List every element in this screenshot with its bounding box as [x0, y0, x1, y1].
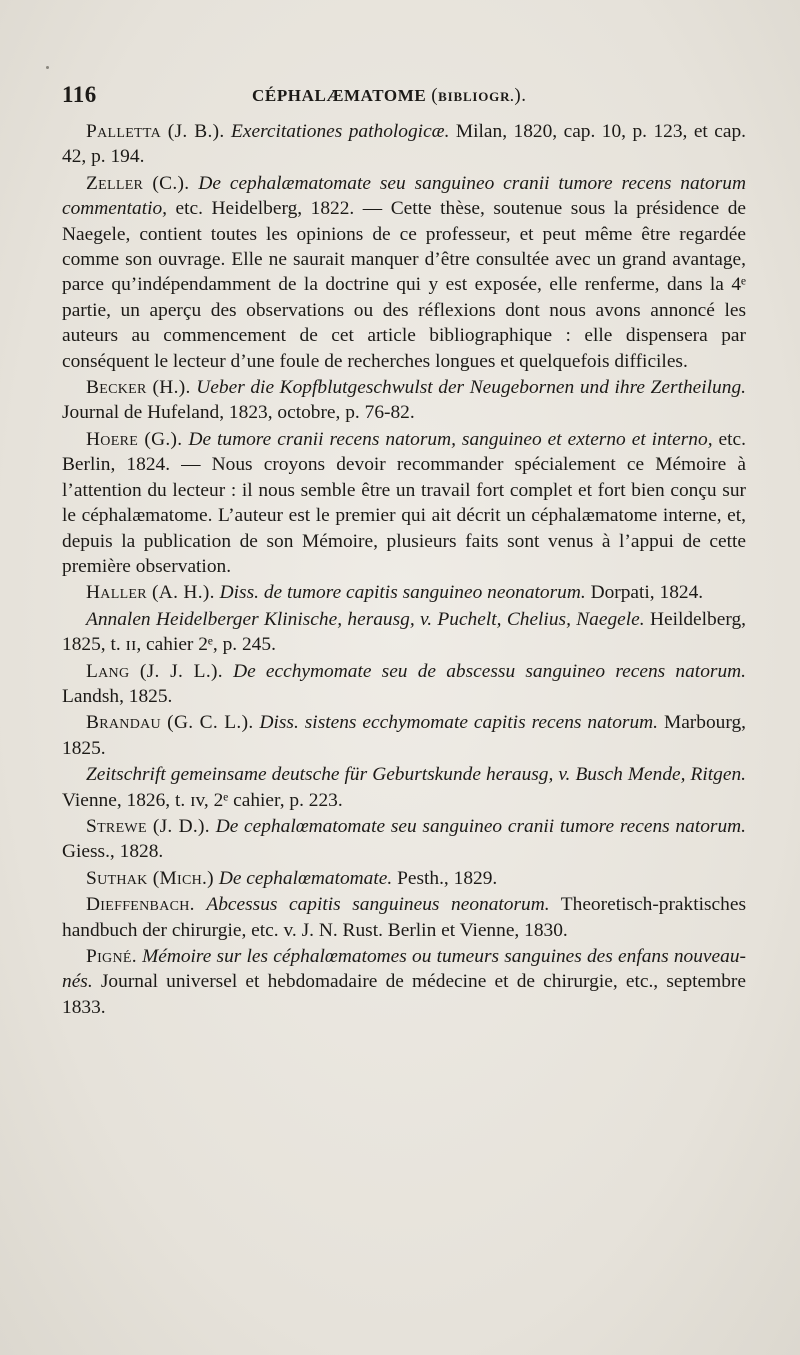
entry-details: Journal universel et hebdomadaire de médecine et de chirurgie, etc., septembre 1833.	[62, 971, 746, 1018]
bibliography-entry	[62, 892, 746, 943]
entry-title: Mémoire sur les céphalœmatomes ou tumeurs sanguines des enfans nouveau-nés.	[62, 946, 746, 993]
entry-details: Vienne, 1826, t. ɪv, 2ᵉ cahier, p. 223.	[62, 789, 343, 811]
entry-author: Brandau (G. C. L.).	[86, 712, 254, 734]
bibliography-entry	[62, 710, 746, 761]
entry-details: Journal de Hufeland, 1823, octobre, p. 76-82.	[62, 402, 415, 424]
bibliography-entry	[62, 866, 746, 891]
entry-title: Zeitschrift gemeinsame deutsche für Geburtskunde herausg, v. Busch Mende, Ritgen.	[86, 764, 746, 786]
ink-speck	[46, 66, 49, 69]
entry-details: etc. Heidelberg, 1822. — Cette thèse, soutenue sous la présidence de Naegele, contient toutes les opinions de ce professeur, et peut même être regardée comme son ouvrage. Elle ne saurait manquer d’être consultée avec un grand avantage, parce qu’indépendamment de la doctrine qui y est exposée, elle renferme, dans la 4ᵉ partie, un aperçu des observations ou des réflexions dont nous avons annoncé les auteurs au commencement de cet article bibliographique : elle dispensera par conséquent le lecteur d’une foule de recherches longues et quelquefois difficiles.	[62, 198, 746, 372]
entry-title: Exercitationes pathologicæ.	[231, 121, 450, 142]
entry-author: Zeller (C.).	[86, 172, 190, 194]
running-head-subtitle: BIBLIOGR.	[438, 89, 515, 104]
entry-details: Milan, 1820, cap. 10, p. 123, et cap. 42, p. 194.	[62, 121, 747, 168]
entry-title: Annalen Heidelberger Klinische, herausg, v. Puchelt, Chelius, Naegele.	[86, 608, 645, 630]
entry-details: etc. Berlin, 1824. — Nous croyons devoir recommander spécialement ce Mémoire à l’attention du lecteur : il nous semble être un travail fort complet et fort bien conçu sur le céphalæmatome. L’auteur est le premier qui ait décrit un céphalæmatome interne, et, depuis la publication de son Mémoire, plusieurs faits sont venus à l’appui de cette première observation.	[62, 428, 746, 577]
entry-title: Diss. de tumore capitis sanguineo neonatorum.	[219, 582, 586, 604]
entry-details: Landsh, 1825.	[62, 685, 173, 707]
bibliography-entry	[62, 580, 746, 605]
bibliography-entry	[62, 659, 746, 710]
entry-title: De cephalæmatomate seu sanguineo cranii tumore recens natorum commentatio,	[62, 172, 746, 220]
bibliography-entry	[62, 427, 746, 579]
bibliography-entry	[62, 171, 746, 374]
entry-title: Ueber die Kopfblutgeschwulst der Neugebornen und ihre Zertheilung.	[196, 377, 746, 399]
entry-author: Haller (A. H.).	[86, 582, 215, 604]
paren-close: ).	[514, 85, 527, 106]
page-header	[62, 82, 742, 112]
entry-title: De ecchymomate seu de abscessu sanguineo recens natorum.	[233, 660, 746, 682]
running-head	[252, 85, 527, 107]
entry-details: Heildelberg, 1825, t. ɪɪ, cahier 2ᵉ, p. 245.	[62, 608, 747, 656]
entry-title: De tumore cranii recens natorum, sanguineo et externo et interno,	[188, 428, 713, 450]
entry-details: Marbourg, 1825.	[62, 712, 747, 759]
bibliography-entry	[62, 607, 746, 658]
bibliography-list	[62, 119, 746, 1020]
entry-title: De cephalœmatomate.	[218, 867, 393, 889]
entry-title: Abcessus capitis sanguineus neonatorum.	[206, 894, 550, 916]
paren-open: (	[431, 85, 439, 106]
entry-details: Theoretisch-praktisches handbuch der chirurgie, etc. v. J. N. Rust. Berlin et Vienne, 1830.	[62, 894, 746, 941]
entry-details: Dorpati, 1824.	[585, 582, 704, 604]
entry-title: Diss. sistens ecchymomate capitis recens natorum.	[259, 712, 658, 734]
entry-author: Lang (J. J. L.).	[86, 660, 223, 682]
entry-author: Hoere (G.).	[86, 428, 183, 450]
entry-details: Pesth., 1829.	[392, 867, 498, 889]
bibliography-entry	[62, 814, 746, 865]
entry-details: Giess., 1828.	[62, 841, 164, 863]
running-head-title: CÉPHALÆMATOME	[252, 86, 427, 105]
page-number: 116	[62, 82, 97, 107]
bibliography-entry	[62, 119, 746, 170]
entry-author: Pigné.	[86, 946, 137, 967]
bibliography-entry	[62, 762, 746, 813]
bibliography-entry	[62, 375, 746, 426]
entry-author: Palletta (J. B.).	[86, 121, 225, 142]
entry-author: Becker (H.).	[86, 377, 191, 399]
entry-author: Dieffenbach.	[86, 894, 195, 916]
bibliography-entry	[62, 944, 746, 1020]
entry-title: De cephalœmatomate seu sanguineo cranii tumore recens natorum.	[215, 815, 746, 837]
entry-author: Suthak (Mich.)	[86, 867, 214, 889]
entry-author: Strewe (J. D.).	[86, 815, 210, 837]
